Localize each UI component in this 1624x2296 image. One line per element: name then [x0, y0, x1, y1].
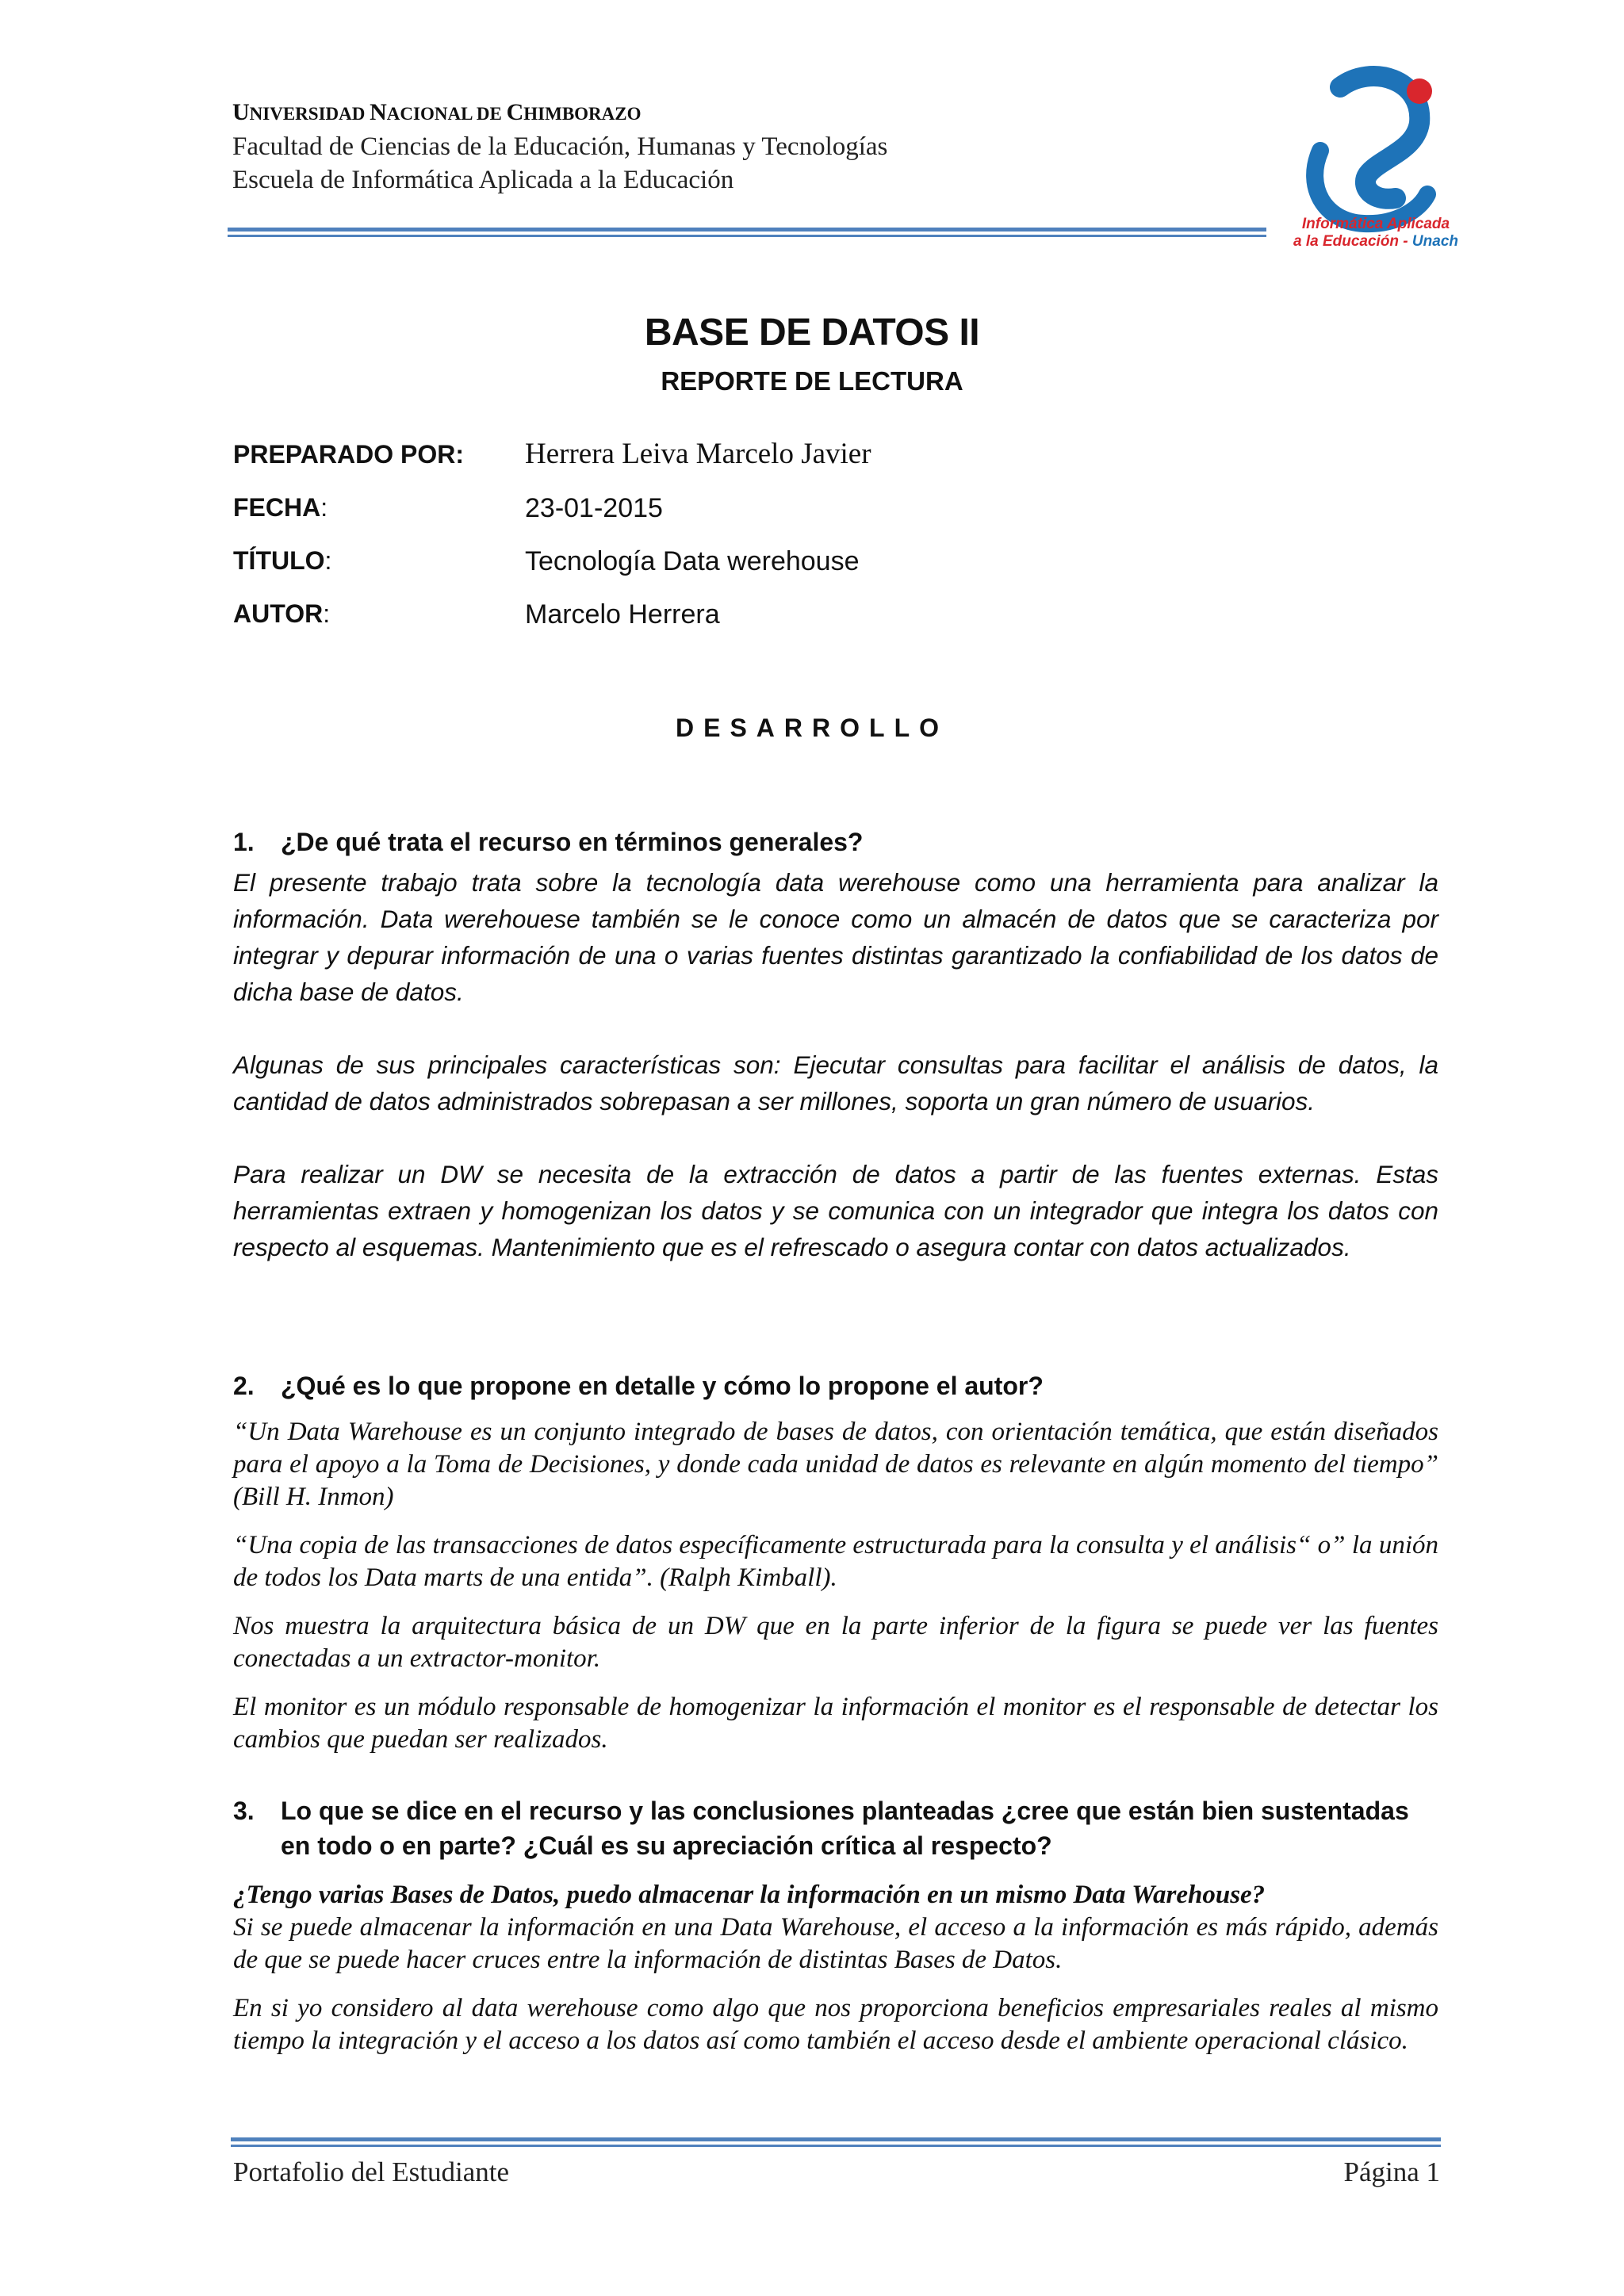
author-value: Marcelo Herrera	[525, 599, 720, 629]
question-3-block	[233, 1793, 1438, 2057]
answer-2-paragraph-1: “Un Data Warehouse es un conjunto integrado de bases de datos, con orientación temática, que están diseñados para el apoyo a la Toma de Decisiones, y donde cada unidad de datos es relevante en algún momento del tiempo” (Bill H. Inmon)	[233, 1418, 1438, 1511]
answer-3-question: ¿Tengo varias Bases de Datos, puedo almacenar la información en un mismo Data Warehouse?	[233, 1881, 1266, 1909]
question-1: 1. ¿De qué trata el recurso en términos generales?	[233, 828, 864, 856]
author-label: AUTOR:	[233, 599, 331, 628]
university-name: UNIVERSIDAD NACIONAL DE CHIMBORAZO	[232, 99, 642, 125]
question-3: 3. Lo que se dice en el recurso y las conclusiones planteadas ¿cree que están bien sustentadas en todo o en parte? ¿Cuál es su apreciación crítica al respecto?	[233, 1797, 1409, 1860]
answer-3-paragraph-2: En si yo considero al data werehouse como algo que nos proporciona beneficios empresariales reales al mismo tiempo la integración y el acceso a los datos así como también el acceso desde el ambiente operacional clásico.	[233, 1994, 1438, 2055]
page-subtitle: REPORTE DE LECTURA	[661, 366, 963, 396]
document-header	[232, 97, 1263, 197]
page-number: Página 1	[1343, 2156, 1440, 2187]
answer-1-paragraph-2: Algunas de sus principales características son: Ejecutar consultas para facilitar el análisis de datos, la cantidad de datos administrados sobrepasan a ser millones, soporta un gran número de usuarios.	[233, 1050, 1438, 1115]
question-2: 2. ¿Qué es lo que propone en detalle y cómo lo propone el autor?	[233, 1372, 1044, 1400]
faculty-name: Facultad de Ciencias de la Educación, Humanas y Tecnologías	[232, 132, 888, 161]
date-label: FECHA:	[233, 493, 328, 522]
answer-3-paragraph-1: ¿Tengo varias Bases de Datos, puedo almacenar la información en un mismo Data Warehouse? Si se puede almacenar la información en una Data Warehouse, el acceso a la información es más rápido, además de que se puede hacer cruces entre la información de distintas Bases de Datos.	[233, 1881, 1438, 1974]
title-value: Tecnología Data werehouse	[525, 546, 860, 576]
answer-2-paragraph-4: El monitor es un módulo responsable de homogenizar la información el monitor es el responsable de detectar los cambios que puedan ser realizados.	[233, 1693, 1438, 1754]
answer-1-paragraph-1: El presente trabajo trata sobre la tecnología data werehouse como una herramienta para analizar la información. Data werehouese también se le conoce como un almacén de datos que se caracteriza por integrar y depurar información de una o varias fuentes distintas garantizado la confiabilidad de los datos de dicha base de datos.	[233, 868, 1438, 1006]
page-title: BASE DE DATOS II	[644, 312, 980, 354]
footer-left: Portafolio del Estudiante	[233, 2156, 509, 2187]
answer-2-paragraph-2: “Una copia de las transacciones de datos específicamente estructurada para la consulta y el análisis“ o” la unión de todos los Data marts de una entida”. (Ralph Kimball).	[233, 1531, 1438, 1592]
school-name: Escuela de Informática Aplicada a la Educación	[232, 166, 734, 194]
date-value: 23-01-2015	[525, 493, 663, 523]
answer-2-paragraph-3: Nos muestra la arquitectura básica de un DW que en la parte inferior de la figura se puede ver las fuentes conectadas a un extractor-monitor.	[233, 1612, 1438, 1673]
question-1-block	[233, 825, 1438, 1265]
answer-1-paragraph-3: Para realizar un DW se necesita de la extracción de datos a partir de las fuentes externas. Estas herramientas extraen y homogenizan los datos y se comunica con un integrador que integra los datos con respecto al esquemas. Mantenimiento que es el refrescado o asegura contar con datos actualizados.	[233, 1160, 1438, 1261]
section-heading: DESARROLLO	[676, 714, 948, 742]
question-2-block	[233, 1368, 1438, 1756]
prepared-label: PREPARADO POR:	[233, 440, 464, 469]
logo-caption: Informática Aplicada a la Educación - Unach	[1293, 216, 1458, 250]
prepared-value: Herrera Leiva Marcelo Javier	[525, 438, 871, 470]
footer-rule	[231, 2137, 1441, 2147]
title-label: TÍTULO:	[233, 546, 332, 575]
